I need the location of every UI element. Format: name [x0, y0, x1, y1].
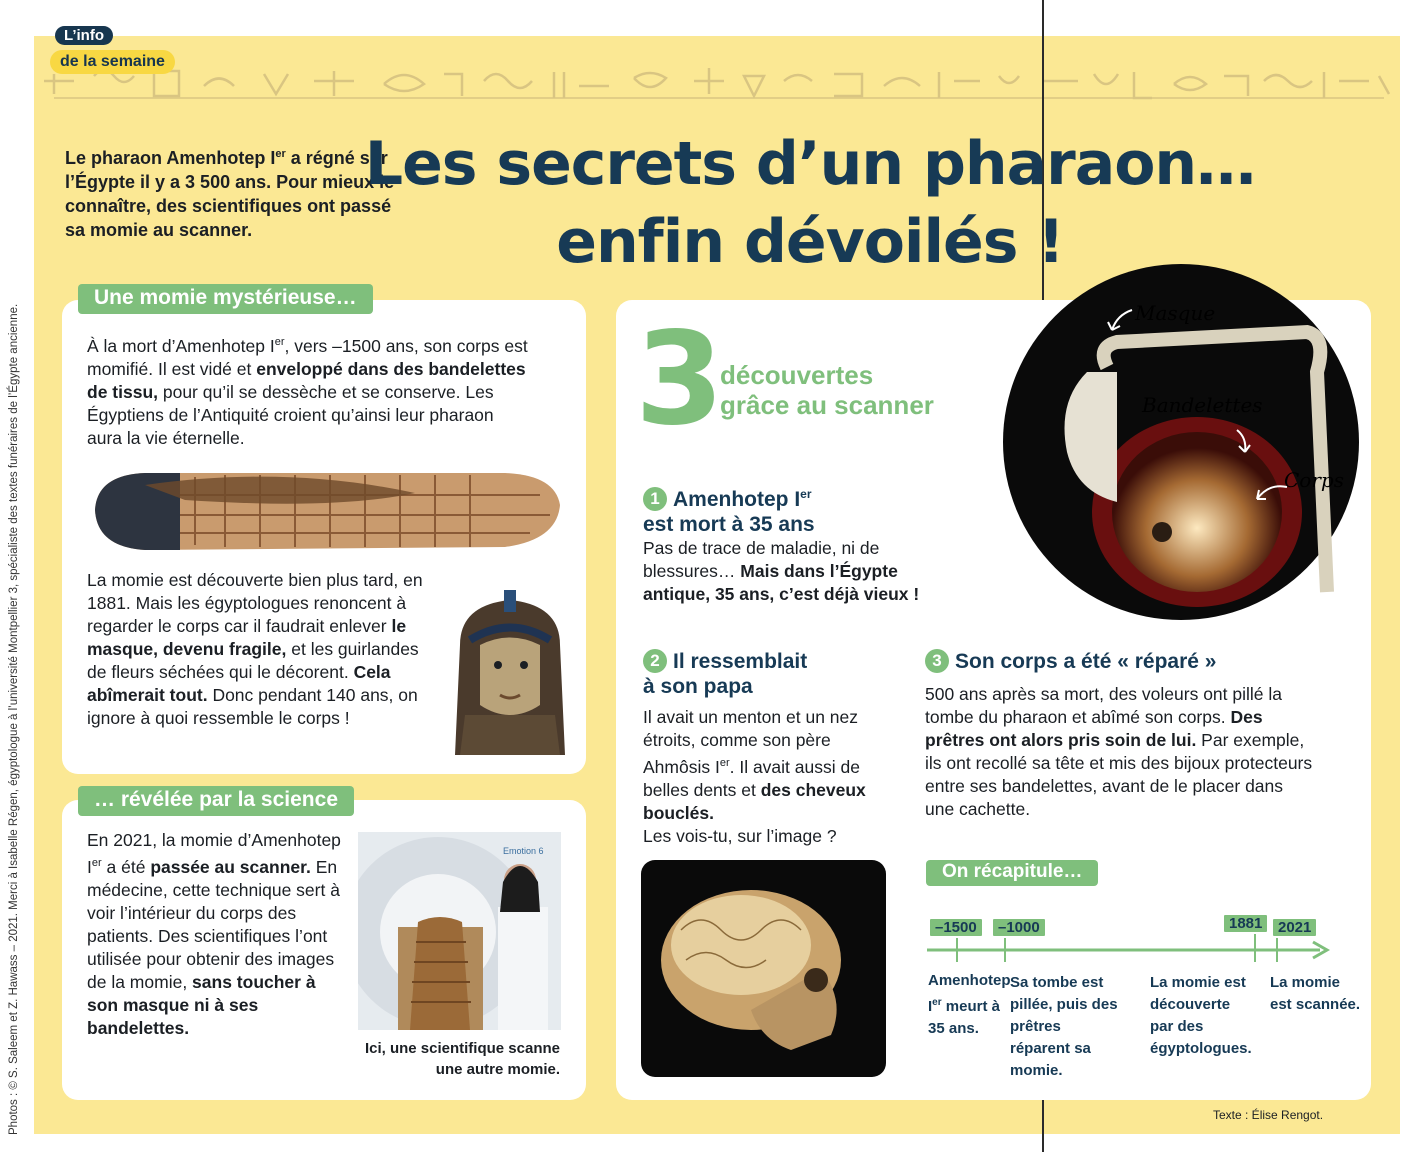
- scanner-caption: Ici, une scientifique scanne une autre momie.: [364, 1040, 560, 1078]
- discovery-2-title: 2 Il ressemblait à son papa: [643, 650, 808, 698]
- section-mystery-para-2: La momie est découverte bien plus tard, en 1881. Mais les égyptologues renoncent à regarder le corps car il faudrait enlever le masque, devenu fragile, et les guirlandes de fleurs séchées qui le décorent. Cela abîmerait tout. Donc pendant 140 ans, on ignore à quoi ressemble le corps !: [87, 570, 423, 728]
- skull-scan-circle: [997, 262, 1365, 622]
- photo-credit: Photos : © S. Saleem et Z. Hawass – 2021. Merci à Isabelle Régen, égyptologue à l’université Montpellier 3, spécialiste des textes funéraires de l’Égypte ancienne.: [8, 303, 20, 1135]
- discovery-1-number: 1: [643, 487, 667, 511]
- scanner-brand: Emotion 6: [503, 846, 544, 856]
- title-line-2: enfin dévoilés !: [556, 207, 1064, 277]
- timeline-year-3: 1881: [1222, 913, 1269, 934]
- scan-label-bandages: Bandelettes: [1142, 393, 1263, 417]
- section-mystery-tag: Une momie mystérieuse…: [78, 284, 373, 314]
- author-signature: Texte : Élise Rengot.: [1213, 1108, 1324, 1122]
- discovery-1-text: Pas de trace de maladie, ni de blessures… Mais dans l’Égypte antique, 35 ans, c’est déjà vieux !: [643, 538, 920, 604]
- section-mystery-para-1: À la mort d’Amenhotep Ier, vers –1500 ans, son corps est momifié. Il est vidé et enveloppé dans des bandelettes de tissu, pour qu’il se dessèche et se conserve. Les Égyptiens de l’Antiquité croient qu’ainsi leur pharaon aura la vie éternelle.: [87, 335, 528, 448]
- page-title: [360, 125, 1260, 281]
- timeline-year-2: –1000: [991, 917, 1047, 938]
- skull-photo: [641, 860, 886, 1077]
- discoveries-number: 3: [635, 305, 725, 454]
- intro-text: Le pharaon Amenhotep Ier a régné sur l’Égypte il y a 3 500 ans. Pour mieux le connaître, des scientifiques ont passé sa momie au scanner.: [65, 148, 395, 240]
- mask-image: [440, 585, 580, 765]
- section-science-para: En 2021, la momie d’Amenhotep Ier a été passée au scanner. En médecine, cette technique sert à voir l’intérieur du corps des patients. Des scientifiques l’ont utilisée pour obtenir des images de la momie, sans toucher à son masque ni à ses bandelettes.: [87, 830, 341, 1038]
- badge-info: L’info: [55, 26, 113, 45]
- timeline-event-4: La momie est scannée.: [1270, 974, 1361, 1013]
- title-line-1: Les secrets d’un pharaon…: [364, 129, 1256, 199]
- timeline-year-1: –1500: [928, 917, 984, 938]
- scanner-photo: [358, 832, 561, 1030]
- discovery-3-text: 500 ans après sa mort, des voleurs ont pillé la tombe du pharaon et abîmé son corps. Des prêtres ont alors pris soin de lui. Par exemple, ils ont recollé sa tête et mis des bijoux protecteurs entre ses bandelettes, avant de le placer dans une cachette.: [925, 684, 1313, 819]
- timeline-event-1: Amenhotep Ier meurt à 35 ans.: [928, 972, 1011, 1037]
- timeline-event-3: La momie est découverte par des égyptologues.: [1150, 974, 1252, 1057]
- scan-label-body: Corps: [1284, 468, 1344, 492]
- discoveries-heading-line-1: découvertes: [720, 360, 874, 390]
- recap-tag: On récapitule…: [926, 860, 1098, 886]
- timeline-event-2: Sa tombe est pillée, puis des prêtres réparent sa momie.: [1010, 974, 1118, 1079]
- section-science-tag: … révélée par la science: [78, 786, 354, 816]
- discoveries-heading-line-2: grâce au scanner: [720, 390, 934, 420]
- hieroglyph-band: [34, 36, 1400, 116]
- discovery-2-number: 2: [643, 649, 667, 673]
- discovery-2-text: Il avait un menton et un nez étroits, comme son père Ahmôsis Ier. Il avait aussi de belles dents et des cheveux bouclés. Les vois-tu, sur l’image ?: [643, 707, 866, 846]
- discovery-3-title: 3 Son corps a été « réparé »: [925, 649, 1255, 674]
- discovery-1-title: 1 Amenhotep Ier est mort à 35 ans: [643, 487, 815, 536]
- timeline-year-4: 2021: [1271, 917, 1318, 938]
- scan-label-mask: Masque: [1135, 301, 1216, 325]
- discoveries-heading: [720, 360, 934, 420]
- mummy-image: [85, 455, 565, 565]
- discovery-3-number: 3: [925, 649, 949, 673]
- badge-week: de la semaine: [50, 50, 175, 74]
